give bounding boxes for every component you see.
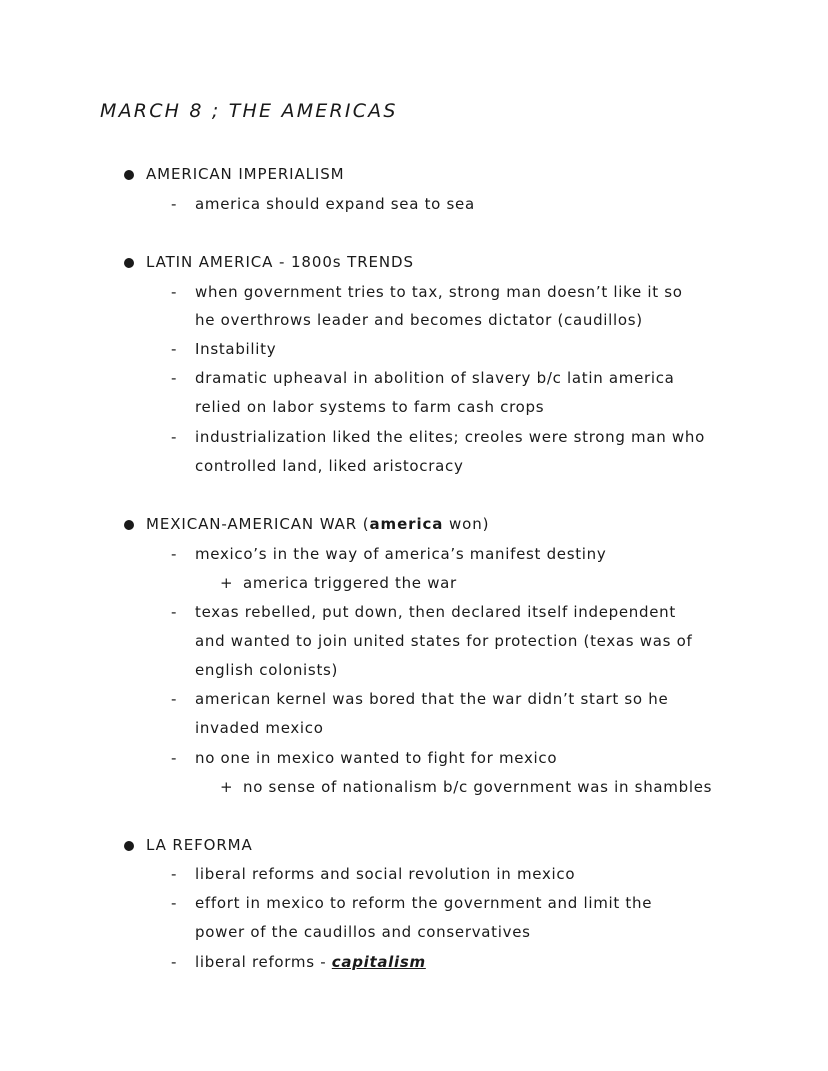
dash-marker: - xyxy=(171,603,177,621)
heading-text: MEXICAN-AMERICAN WAR ( xyxy=(146,515,370,533)
heading-bold-text: america xyxy=(369,515,444,533)
section-heading-american-imperialism: AMERICAN IMPERIALISM xyxy=(146,165,345,183)
dash-marker: - xyxy=(171,195,177,213)
bullet-dot xyxy=(124,520,134,530)
note-line: no one in mexico wanted to fight for mexico xyxy=(195,749,558,767)
dash-marker: - xyxy=(171,369,177,387)
note-line: english colonists) xyxy=(195,661,339,679)
bullet-dot xyxy=(124,170,134,180)
note-line: relied on labor systems to farm cash crops xyxy=(195,398,545,416)
note-line: american kernel was bored that the war didn’t start so he xyxy=(195,690,669,708)
dash-marker: - xyxy=(171,545,177,563)
dash-marker: - xyxy=(171,283,177,301)
note-line xyxy=(195,953,426,971)
note-line: dramatic upheaval in abolition of slavery b/c latin america xyxy=(195,369,675,387)
note-line: industrialization liked the elites; creoles were strong man who xyxy=(195,428,705,446)
heading-text: won) xyxy=(443,515,490,533)
bullet-dot xyxy=(124,258,134,268)
note-line: he overthrows leader and becomes dictator (caudillos) xyxy=(195,311,643,329)
note-line: and wanted to join united states for protection (texas was of xyxy=(195,632,693,650)
dash-marker: - xyxy=(171,749,177,767)
sub-note-line: no sense of nationalism b/c government was in shambles xyxy=(243,778,713,796)
dash-marker: - xyxy=(171,894,177,912)
note-line: when government tries to tax, strong man doesn’t like it so xyxy=(195,283,683,301)
note-line: controlled land, liked aristocracy xyxy=(195,457,464,475)
page-title: MARCH 8 ; THE AMERICAS xyxy=(100,100,398,122)
note-line: america should expand sea to sea xyxy=(195,195,475,213)
emphasis-capitalism: capitalism xyxy=(331,953,426,971)
note-line: Instability xyxy=(195,340,277,358)
dash-marker: - xyxy=(171,340,177,358)
section-heading-mexican-american-war xyxy=(146,515,489,533)
note-line: mexico’s in the way of america’s manifest destiny xyxy=(195,545,607,563)
note-line: power of the caudillos and conservatives xyxy=(195,923,531,941)
note-line: effort in mexico to reform the government and limit the xyxy=(195,894,653,912)
sub-note-line: america triggered the war xyxy=(243,574,457,592)
section-heading-latin-america: LATIN AMERICA - 1800s TRENDS xyxy=(146,253,414,271)
note-line: texas rebelled, put down, then declared itself independent xyxy=(195,603,676,621)
dash-marker: - xyxy=(171,865,177,883)
bullet-dot xyxy=(124,841,134,851)
note-line: invaded mexico xyxy=(195,719,324,737)
note-text: liberal reforms - xyxy=(195,953,332,971)
plus-marker: + xyxy=(220,778,233,796)
dash-marker: - xyxy=(171,690,177,708)
note-line: liberal reforms and social revolution in mexico xyxy=(195,865,576,883)
section-heading-la-reforma: LA REFORMA xyxy=(146,836,253,854)
dash-marker: - xyxy=(171,428,177,446)
plus-marker: + xyxy=(220,574,233,592)
dash-marker: - xyxy=(171,953,177,971)
